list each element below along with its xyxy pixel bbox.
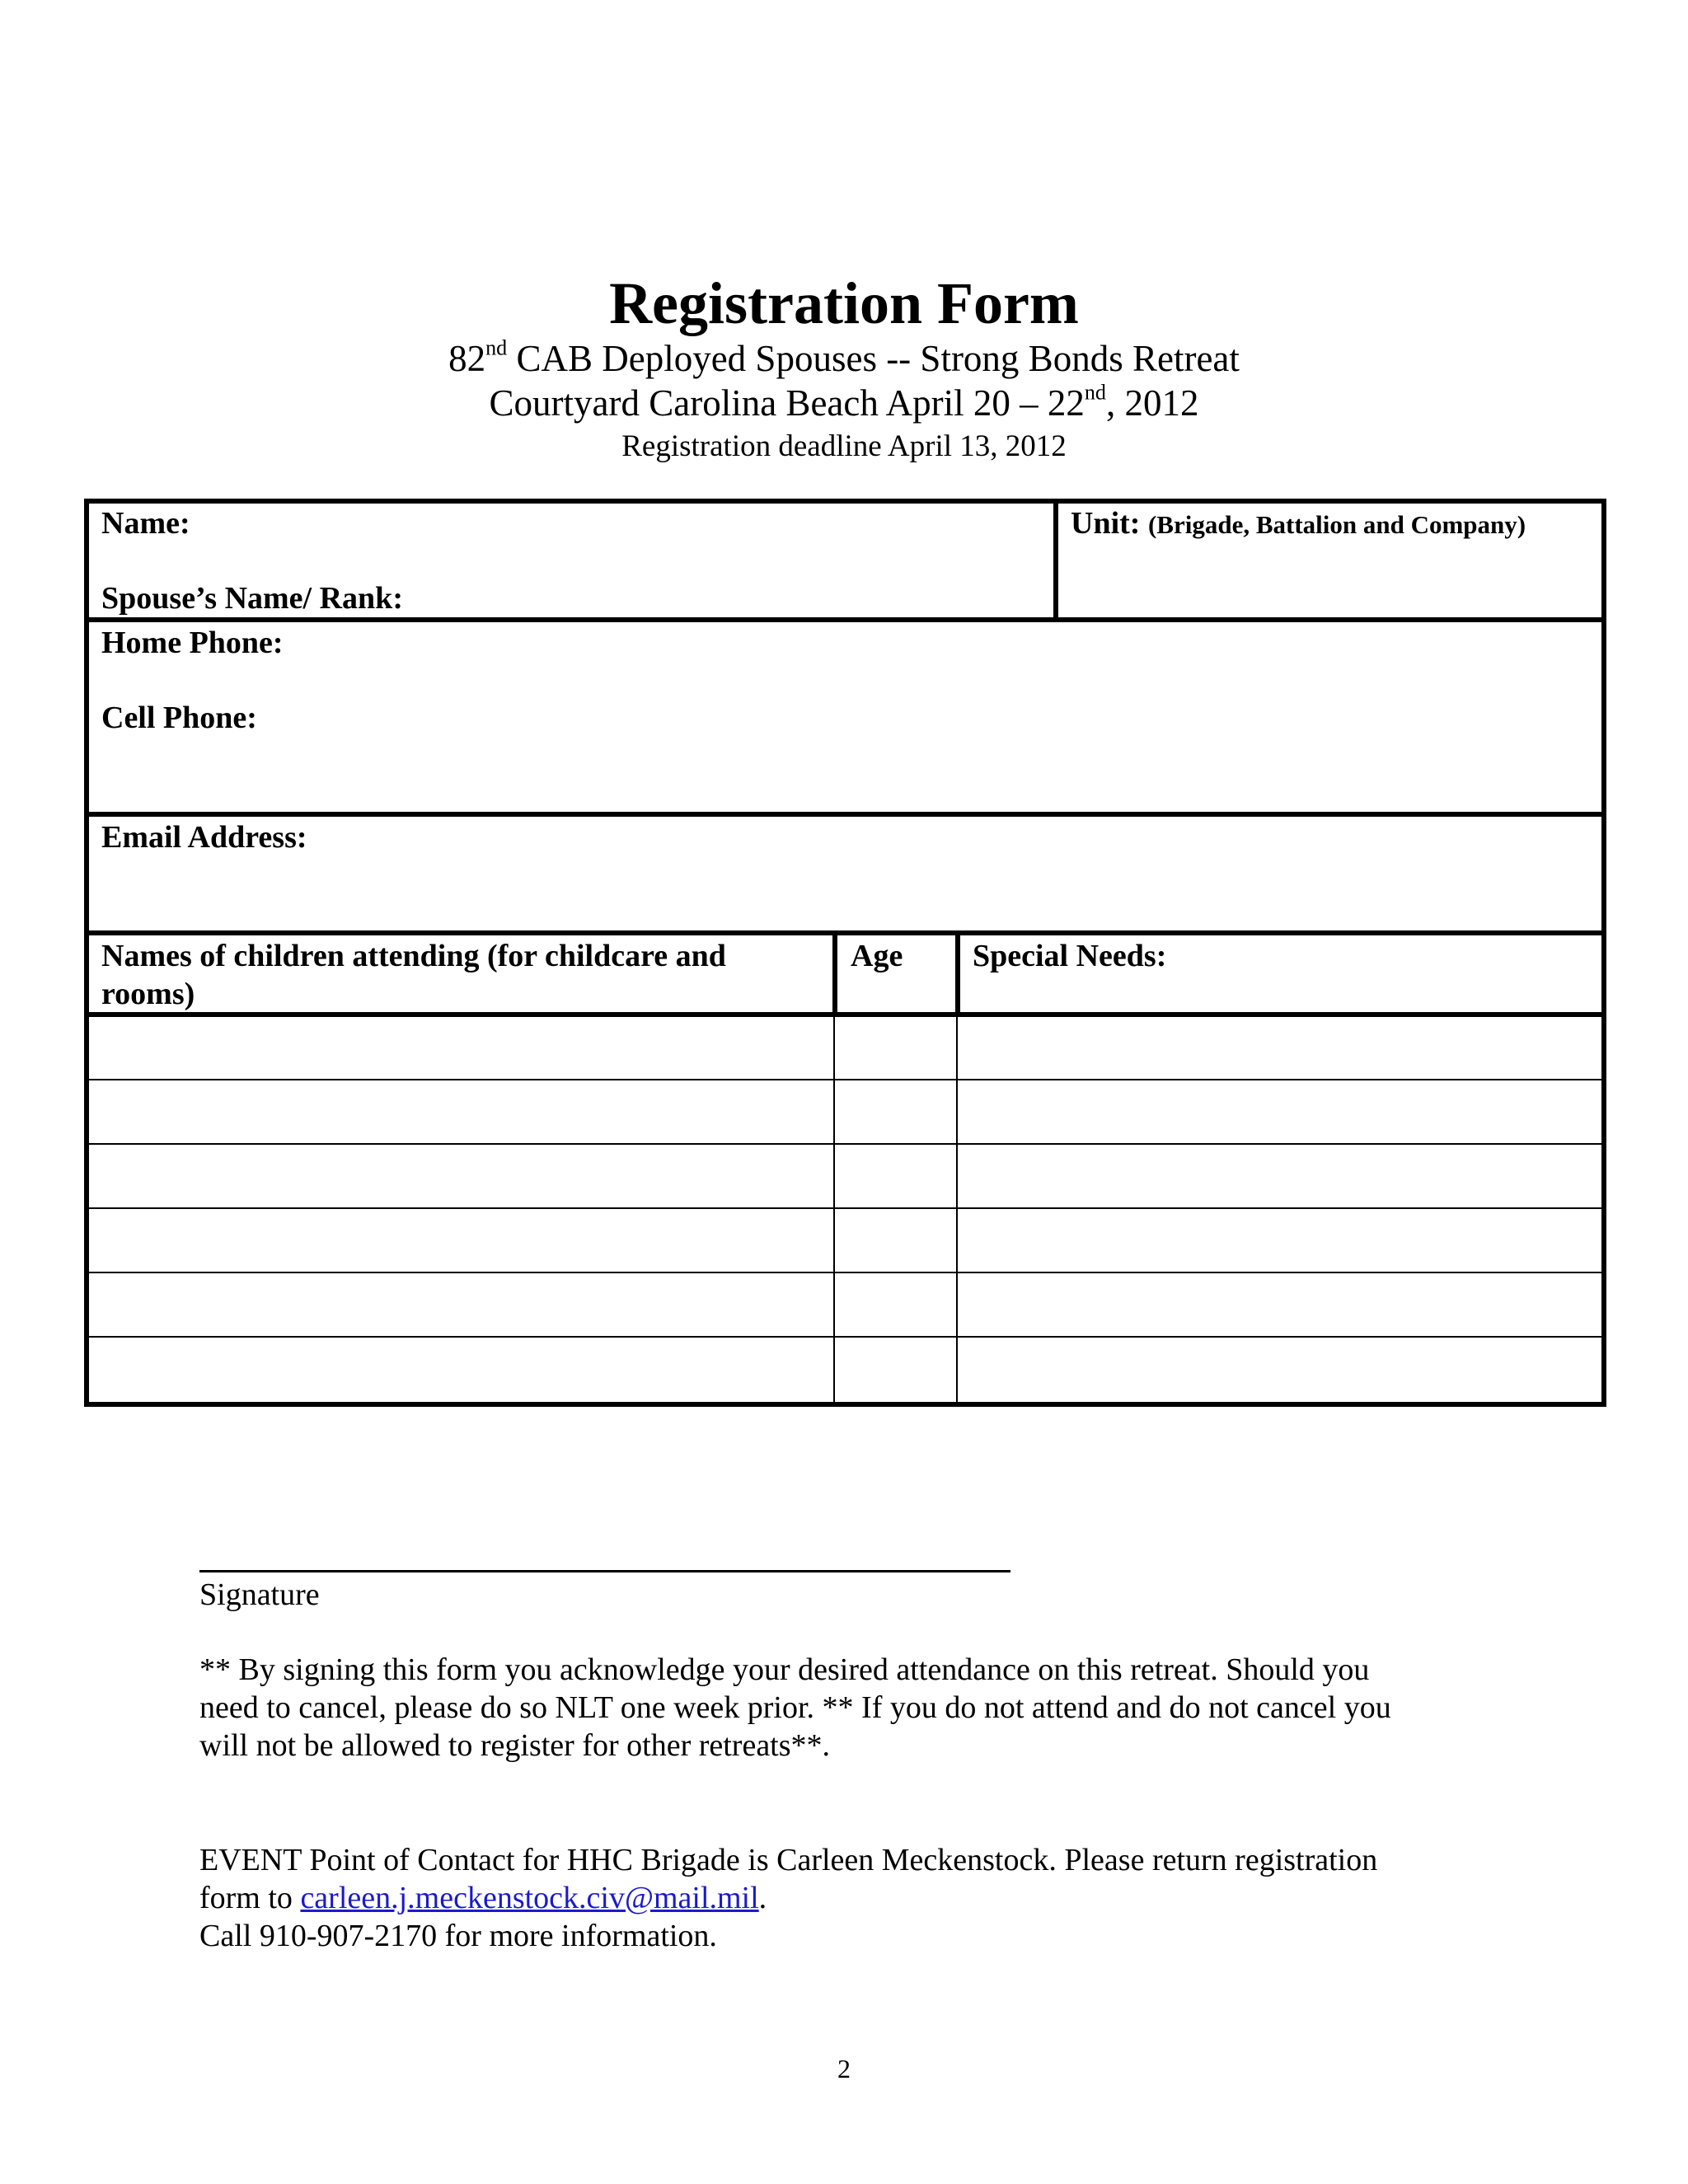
children-label-line1: Names of children attending (for childcare and — [101, 939, 726, 973]
child-name-cell[interactable] — [91, 1082, 831, 1141]
unit-divider — [1053, 499, 1058, 621]
contact-line-2 — [199, 1879, 767, 1917]
signature-label: Signature — [199, 1577, 320, 1612]
age-label: Age — [851, 939, 903, 973]
contact-line-1: EVENT Point of Contact for HHC Brigade is Carleen Meckenstock. Please return registration — [199, 1843, 1378, 1877]
event-location-dates — [0, 381, 1688, 425]
child-name-cell[interactable] — [91, 1211, 831, 1270]
spouse-name-rank-label: Spouse’s Name/ Rank: — [101, 581, 403, 616]
row-divider — [84, 1012, 1606, 1017]
name-field[interactable] — [89, 542, 1052, 575]
age-column-divider — [832, 930, 837, 1015]
child-age-cell[interactable] — [837, 1339, 954, 1400]
notice-line-1: ** By signing this form you acknowledge your desired attendance on this retreat. Should you — [199, 1652, 1370, 1687]
location-year: , 2012 — [1105, 382, 1199, 424]
row-divider — [84, 812, 1606, 817]
child-special-needs-cell[interactable] — [959, 1018, 1601, 1077]
child-row-divider — [84, 1207, 1606, 1209]
email-address-label: Email Address: — [101, 820, 307, 855]
unit-label-text: Unit: — [1071, 506, 1141, 541]
child-age-cell[interactable] — [837, 1275, 954, 1334]
child-age-cell[interactable] — [837, 1146, 954, 1206]
child-row-divider — [84, 1336, 1606, 1338]
contact-line-3: Call 910-907-2170 for more information. — [199, 1919, 717, 1953]
child-special-needs-cell[interactable] — [959, 1211, 1601, 1270]
needs-column-divider — [956, 1015, 958, 1404]
subtitle-text: CAB Deployed Spouses -- Strong Bonds Retreat — [507, 338, 1240, 379]
child-name-cell[interactable] — [91, 1275, 831, 1334]
child-name-cell[interactable] — [91, 1018, 831, 1077]
home-phone-label: Home Phone: — [101, 626, 284, 660]
notice-line-2: need to cancel, please do so NLT one week prior. ** If you do not attend and do not cancel you — [199, 1690, 1391, 1725]
special-needs-label: Special Needs: — [973, 939, 1167, 973]
age-column-divider — [833, 1015, 835, 1404]
unit-hint: (Brigade, Battalion and Company) — [1147, 510, 1526, 539]
contact-suffix: . — [758, 1881, 767, 1915]
child-special-needs-cell[interactable] — [959, 1082, 1601, 1141]
child-special-needs-cell[interactable] — [959, 1146, 1601, 1206]
event-subtitle — [0, 336, 1688, 381]
row-divider — [84, 617, 1606, 622]
child-row-divider — [84, 1079, 1606, 1080]
form-title: Registration Form — [609, 270, 1079, 336]
notice-line-3: will not be allowed to register for other retreats**. — [199, 1728, 831, 1763]
row-divider — [84, 930, 1606, 935]
spouse-name-rank-field[interactable] — [462, 579, 1052, 616]
location-ordinal: nd — [1084, 380, 1106, 405]
child-name-cell[interactable] — [91, 1339, 831, 1400]
unit-label — [1071, 504, 1526, 544]
contact-email-link[interactable]: carleen.j.meckenstock.civ@mail.mil — [300, 1881, 759, 1915]
contact-prefix: form to — [199, 1881, 301, 1915]
name-label: Name: — [101, 506, 190, 541]
child-special-needs-cell[interactable] — [959, 1339, 1601, 1400]
page-number: 2 — [837, 2054, 851, 2083]
child-special-needs-cell[interactable] — [959, 1275, 1601, 1334]
registration-deadline: Registration deadline April 13, 2012 — [621, 429, 1067, 463]
child-name-cell[interactable] — [91, 1146, 831, 1206]
subtitle-ordinal: nd — [485, 335, 508, 360]
child-age-cell[interactable] — [837, 1211, 954, 1270]
child-row-divider — [84, 1272, 1606, 1273]
children-label-line2: rooms) — [101, 977, 195, 1011]
needs-column-divider — [955, 930, 960, 1015]
home-phone-field[interactable] — [297, 624, 1599, 662]
child-row-divider — [84, 1143, 1606, 1145]
signature-line[interactable] — [199, 1570, 1010, 1572]
location-text: Courtyard Carolina Beach April 20 – 22 — [489, 382, 1085, 424]
subtitle-number: 82 — [448, 338, 486, 379]
cell-phone-field[interactable] — [280, 699, 1599, 737]
child-age-cell[interactable] — [837, 1082, 954, 1141]
unit-field[interactable] — [1060, 544, 1601, 616]
email-address-field[interactable] — [89, 857, 1601, 928]
cell-phone-label: Cell Phone: — [101, 701, 257, 735]
child-age-cell[interactable] — [837, 1018, 954, 1077]
